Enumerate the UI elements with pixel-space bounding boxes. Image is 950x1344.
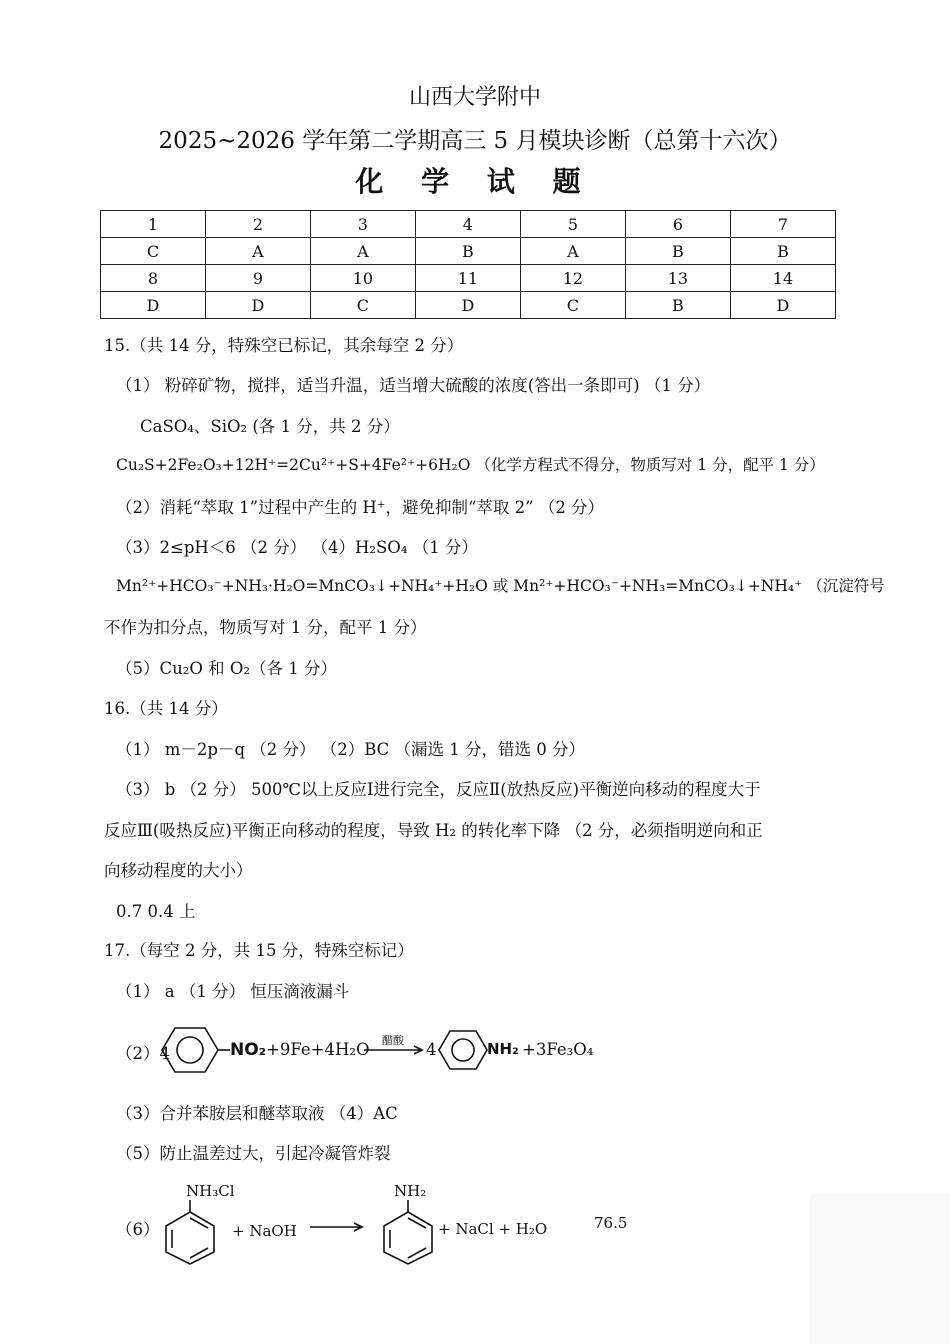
exam-term: 2025~2026 学年第二学期高三 5 月模块诊断（总第十六次） — [158, 128, 792, 154]
answer-table-cell: 4 — [415, 211, 520, 238]
page-title: 化 学 试 题 — [355, 165, 595, 198]
q17-part1: （1） a （1 分） 恒压滴液漏斗 — [116, 982, 350, 1001]
answer-table-cell: A — [205, 238, 310, 265]
q16-heading: 16.（共 14 分） — [104, 699, 228, 718]
q15-part4-equation: Mn²⁺+HCO₃⁻+NH₃·H₂O=MnCO₃↓+NH₄⁺+H₂O 或 Mn²⁺+HCO₃⁻+NH₃=MnCO₃↓+NH₄⁺ （沉淀符号 — [116, 577, 885, 595]
answer-table-cell: C — [520, 292, 625, 319]
answer-table-cell: A — [520, 238, 625, 265]
q16-part3-cont: 反应Ⅲ(吸热反应)平衡正向移动的程度，导致 H₂ 的转化率下降 （2 分，必须指明逆向和正 — [104, 821, 763, 840]
answer-table-cell: 13 — [625, 265, 730, 292]
q17-part2-reactants: +9Fe+4H₂O — [266, 1040, 370, 1059]
answer-table-cell: 11 — [415, 265, 520, 292]
answer-table-cell: 8 — [101, 265, 206, 292]
nitro-group: NO₂ — [230, 1040, 267, 1060]
q17-part6-label: （6） — [116, 1220, 160, 1239]
answer-table-cell: B — [625, 238, 730, 265]
answer-table-cell: D — [415, 292, 520, 319]
benzene-ring-icon — [438, 1028, 488, 1072]
answer-table-cell: 6 — [625, 211, 730, 238]
q16-part1-2: （1） m－2p－q （2 分） （2）BC （漏选 1 分，错选 0 分） — [116, 740, 586, 759]
reaction-arrow-icon — [310, 1222, 364, 1232]
answer-table-cell: D — [101, 292, 206, 319]
benzene-ring-icon — [160, 1024, 220, 1076]
q15-part1-equation: Cu₂S+2Fe₂O₃+12H⁺=2Cu²⁺+S+4Fe²⁺+6H₂O （化学方程式不得分，物质写对 1 分，配平 1 分） — [116, 456, 825, 474]
q16-part3: （3） b （2 分） 500℃以上反应Ⅰ进行完全，反应Ⅱ(放热反应)平衡逆向移动的程度大于 — [116, 780, 761, 799]
q15-part1-solids: CaSO₄、SiO₂ (各 1 分，共 2 分） — [140, 417, 400, 436]
answer-table-cell: B — [625, 292, 730, 319]
q16-part4-values: 0.7 0.4 上 — [116, 902, 196, 921]
answer-table-cell: 12 — [520, 265, 625, 292]
q15-part3-4: （3）2≤pH＜6 （2 分） （4）H₂SO₄ （1 分） — [116, 538, 478, 557]
answer-table-cell: C — [101, 238, 206, 265]
q16-part3-end: 向移动程度的大小） — [104, 861, 253, 880]
answer-table-cell: 10 — [310, 265, 415, 292]
anilinium-group: NH₃Cl — [186, 1182, 235, 1200]
q15-heading: 15.（共 14 分，特殊空已标记，其余每空 2 分） — [104, 336, 464, 355]
q17-heading: 17.（每空 2 分，共 15 分，特殊空标记） — [104, 941, 414, 960]
answer-table — [100, 210, 836, 319]
amine-group: NH₂ — [487, 1040, 519, 1058]
answer-table-cell: D — [730, 292, 835, 319]
answer-table-cell: B — [730, 238, 835, 265]
answer-table-cell: 1 — [101, 211, 206, 238]
q17-part6-value: 76.5 — [594, 1214, 628, 1232]
answer-table-cell: D — [205, 292, 310, 319]
answer-table-cell: B — [415, 238, 520, 265]
q17-part2-prefix: （2）4 — [116, 1044, 170, 1063]
school-name: 山西大学附中 — [408, 85, 541, 110]
benzene-ring-icon — [162, 1200, 218, 1266]
q17-part2-products: +3Fe₃O₄ — [522, 1040, 594, 1059]
bond-line-icon — [218, 1048, 230, 1052]
answer-table-cell: 5 — [520, 211, 625, 238]
q15-part4-note: 不作为扣分点，物质写对 1 分，配平 1 分） — [104, 618, 427, 637]
answer-table-number-row — [101, 265, 836, 292]
q17-part2-coef: 4 — [426, 1040, 437, 1059]
aniline-group: NH₂ — [394, 1182, 427, 1200]
answer-table-number-row — [101, 211, 836, 238]
answer-table-choice-row — [101, 292, 836, 319]
answer-table-cell: 9 — [205, 265, 310, 292]
q15-part2: （2）消耗“萃取 1”过程中产生的 H⁺，避免抑制“萃取 2” （2 分） — [116, 498, 605, 517]
benzene-ring-icon — [380, 1200, 436, 1266]
reaction-arrow-icon — [364, 1045, 424, 1055]
q17-part5: （5）防止温差过大，引起冷凝管炸裂 — [116, 1144, 391, 1163]
answer-table-cell: 3 — [310, 211, 415, 238]
q15-part5: （5）Cu₂O 和 O₂（各 1 分） — [116, 659, 338, 678]
answer-table-cell: 2 — [205, 211, 310, 238]
corner-watermark — [810, 1194, 950, 1344]
answer-table-cell: C — [310, 292, 415, 319]
answer-table-cell: A — [310, 238, 415, 265]
q17-part6-products: + NaCl + H₂O — [438, 1220, 548, 1238]
q17-part3-4: （3）合并苯胺层和醚萃取液 （4）AC — [116, 1104, 398, 1123]
reaction-condition: 醋酸 — [382, 1034, 404, 1047]
answer-table-cell: 7 — [730, 211, 835, 238]
answer-table-cell: 14 — [730, 265, 835, 292]
q17-part6-naoh: + NaOH — [232, 1222, 297, 1240]
answer-table-choice-row — [101, 238, 836, 265]
q15-part1: （1） 粉碎矿物，搅拌，适当升温，适当增大硫酸的浓度(答出一条即可) （1 分） — [116, 376, 711, 395]
